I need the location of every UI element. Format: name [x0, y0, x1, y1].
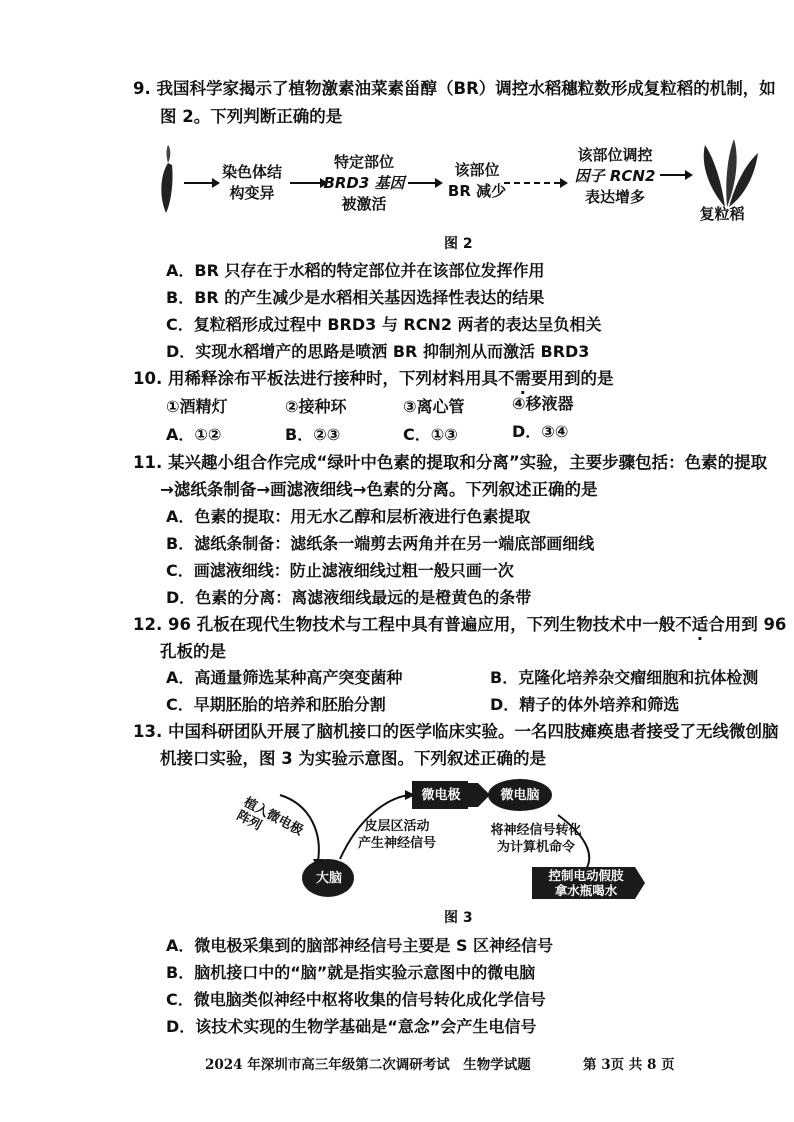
- fig3-brain-label: 大脑: [315, 871, 342, 886]
- q13-option-b: B．脑机接口中的“脑”就是指实验示意图中的微电脑: [166, 963, 536, 982]
- q10-option-b: B．②③: [285, 425, 341, 444]
- fig3-convert-line2: 为计算机命令: [496, 840, 575, 855]
- q13-option-a: A．微电极采集到的脑部神经信号主要是 S 区神经信号: [166, 936, 554, 955]
- fig3-control-line1: 控制电动假肢: [548, 868, 624, 883]
- q12-stem-post: 用到 96: [724, 615, 787, 634]
- footer-page-number: 第 3页 共 8 页: [583, 1057, 675, 1073]
- fig2-step4-line2: 因子 RCN2: [574, 167, 656, 185]
- q10-stem-pre: 用稀释涂布平板法进行接种时，下列材料用具: [167, 369, 498, 388]
- rice-grain-icon: [161, 145, 172, 213]
- q12-option-c: C．早期胚胎的培养和胚胎分割: [166, 695, 386, 714]
- q12-stem-emphasis: 不适合: [675, 615, 725, 634]
- q11-stem-line2: →滤纸条制备→画滤液细线→色素的分离。下列叙述正确的是: [160, 480, 598, 499]
- q13-stem-text1: 中国科研团队开展了脑机接口的医学临床实验。一名四肢瘫痪患者接受了无线微创脑: [167, 722, 779, 741]
- q12-stem-line2: 孔板的是: [160, 642, 226, 661]
- q11-option-b: B．滤纸条制备：滤纸条一端剪去两角并在另一端底部画细线: [166, 534, 595, 553]
- compound-rice-icon: [704, 139, 758, 207]
- fig3-electrode-label: 微电极: [421, 788, 461, 803]
- q10-option-c: C．①③: [403, 425, 458, 444]
- fig3-control-line2: 拿水瓶喝水: [554, 883, 618, 898]
- q10-item-3: ③离心管: [403, 397, 465, 416]
- fig3-cortex-label: [352, 818, 442, 852]
- q9-option-b: B．BR 的产生减少是水稻相关基因选择性表达的结果: [166, 288, 545, 307]
- q13-option-d: D．该技术实现的生物学基础是“意念”会产生电信号: [166, 1017, 537, 1036]
- fig3-caption: 图 3: [444, 910, 473, 926]
- fig3-cortex-line2: 产生神经信号: [357, 836, 436, 851]
- fig2-step1-line1: 染色体结: [221, 163, 282, 181]
- q11-stem-text1: 某兴趣小组合作完成“绿叶中色素的提取和分离”实验，主要步骤包括：色素的提取: [167, 453, 768, 472]
- q11-option-d: D．色素的分离：离滤液细线最远的是橙黄色的条带: [166, 588, 532, 607]
- q10-stem-post: 用到的是: [547, 369, 614, 388]
- fig2-step4-line3: 表达增多: [584, 188, 645, 206]
- q9-option-a: A．BR 只存在于水稻的特定部位并在该部位发挥作用: [166, 261, 545, 280]
- fig2-step4: [567, 145, 663, 208]
- footer-exam-title: 2024 年深圳市高三年级第二次调研考试 生物学试题: [205, 1057, 531, 1073]
- fig2-step2-line3: 被激活: [341, 195, 387, 213]
- fig2-step2: [316, 152, 412, 215]
- q9-stem-line2: 图 2。下列判断正确的是: [160, 107, 343, 126]
- q9-option-d: D．实现水稻增产的思路是喷洒 BR 抑制剂从而激活 BRD3: [166, 342, 590, 361]
- q12-stem-line1: [133, 614, 786, 636]
- fig3-implant-label: 植入微电极阵列: [233, 795, 306, 839]
- fig2-caption: 图 2: [444, 236, 473, 252]
- q13-stem-line1: [133, 721, 778, 743]
- q13-option-c: C．微电脑类似神经中枢将收集的信号转化成化学信号: [166, 990, 546, 1009]
- fig3-control-label: [534, 868, 638, 898]
- q12-number: 12.: [133, 615, 163, 634]
- q10-item-1: ①酒精灯: [166, 397, 228, 416]
- fig2-step1: [213, 162, 291, 204]
- q10-stem-emphasis: 不需要: [497, 369, 548, 388]
- fig2-step3: [442, 160, 512, 202]
- q10-item-4: ④移液器: [512, 394, 574, 413]
- fig3-cortex-line1: 皮层区活动: [364, 819, 430, 834]
- fig3-convert-line1: 将神经信号转化: [490, 823, 582, 838]
- fig3-convert-label: [476, 822, 596, 856]
- q13-number: 13.: [133, 722, 163, 741]
- q10-item-2: ②接种环: [285, 397, 347, 416]
- q11-number: 11.: [133, 453, 163, 472]
- q12-option-a: A．高通量筛选某种高产突变菌种: [166, 668, 403, 687]
- q10-option-d: D．③④: [512, 422, 569, 441]
- q12-stem-pre: 96 孔板在现代生物技术与工程中具有普遍应用，下列生物技术中一般: [167, 615, 676, 634]
- fig2-step4-line1: 该部位调控: [577, 146, 653, 164]
- q10-number: 10.: [133, 369, 163, 388]
- q9-number: 9.: [133, 79, 151, 98]
- q13-stem-line2: 机接口实验，图 3 为实验示意图。下列叙述正确的是: [160, 749, 546, 768]
- q12-option-b: B．克隆化培养杂交瘤细胞和抗体检测: [490, 668, 759, 687]
- q12-option-d: D．精子的体外培养和筛选: [490, 695, 680, 714]
- q11-option-a: A．色素的提取：用无水乙醇和层析液进行色素提取: [166, 507, 531, 526]
- q9-stem-text1: 我国科学家揭示了植物激素油菜素甾醇（BR）调控水稻穗粒数形成复粒稻的机制，如: [156, 79, 776, 98]
- fig2-step2-line2: BRD3 基因: [323, 174, 405, 192]
- q10-option-a: A．①②: [166, 425, 222, 444]
- fig2-step1-line2: 构变异: [229, 184, 275, 202]
- q9-option-c: C．复粒稻形成过程中 BRD3 与 RCN2 两者的表达呈负相关: [166, 315, 602, 334]
- q10-stem: [133, 368, 613, 390]
- fig3-microbrain-label: 微电脑: [500, 788, 540, 803]
- q9-stem-line1: [133, 78, 776, 100]
- fig2-result-label: 复粒稻: [699, 205, 745, 223]
- q11-stem-line1: [133, 452, 767, 474]
- fig2-step3-line1: 该部位: [454, 161, 500, 179]
- fig2-step2-line1: 特定部位: [333, 153, 394, 171]
- fig2-step3-line2: BR 减少: [447, 182, 507, 200]
- q11-option-c: C．画滤液细线：防止滤液细线过粗一般只画一次: [166, 561, 514, 580]
